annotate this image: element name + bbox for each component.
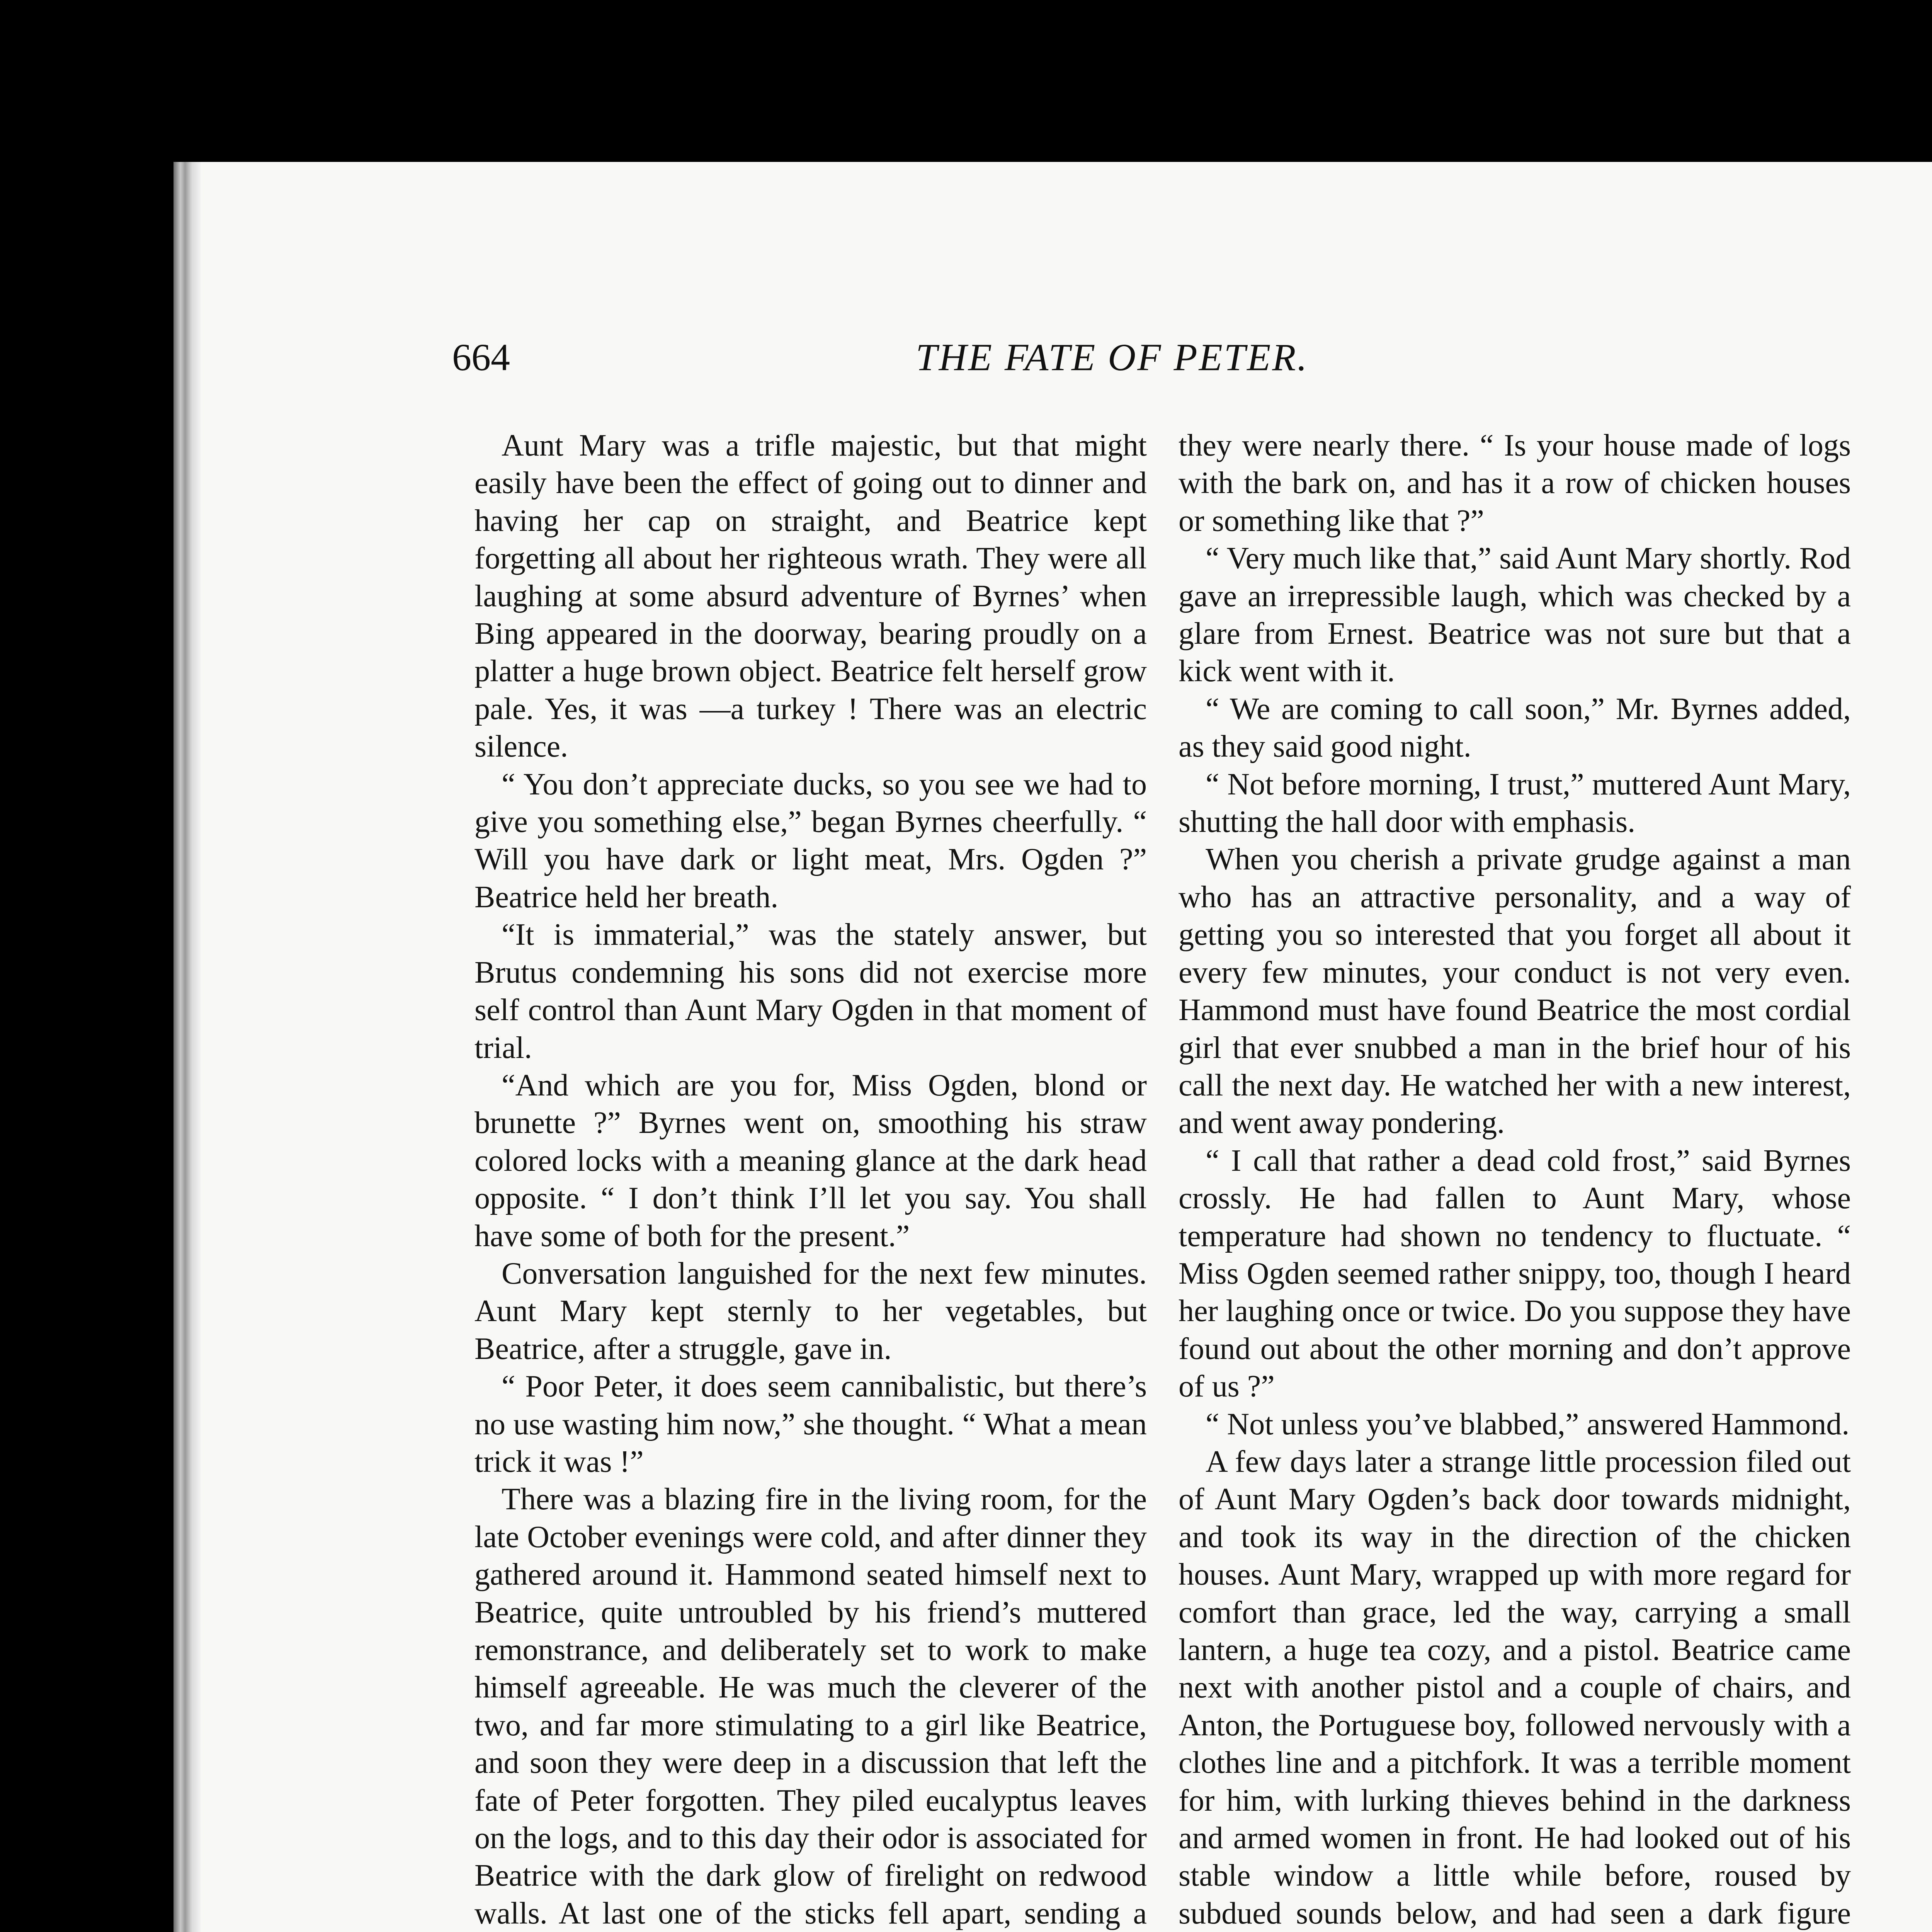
paragraph: “ Not unless you’ve blabbed,” answered Hammond.: [1206, 1407, 1850, 1441]
running-title: THE FATE OF PETER.: [916, 336, 1309, 379]
paragraph: A few days later a strange little procession filed out of Aunt Mary Ogden’s back door towards midnight, and took its way in the direction of the chicken houses. Aunt Mary, wrapped up with more regard for comfort than grace, led the way, carrying a small lantern, a huge tea cozy, and a pistol. Beatrice came next with another pistol and a couple of chairs, and Anton, the Portuguese boy, followed nervously with a clothes line and a pitchfork. It was a terrible moment for him, with lurking thieves behind in the darkness and armed women in front. He had looked out of his stable window a little while before, roused by subdued sounds below, and had seen a dark figure: [1179, 1444, 1851, 1930]
right-column: [1179, 427, 1851, 1932]
paragraph: “ Not before morning, I trust,” muttered Aunt Mary, shutting the hall door with emphasis.: [1179, 767, 1851, 839]
running-head: [452, 330, 1855, 384]
paragraph: Aunt Mary was a trifle majestic, but that might easily have been the effect of going out to dinner and having her cap on straight, and Beatrice kept forgetting all about her righteous wrath. They were all laughing at some absurd adventure of Byrnes’ when Bing appeared in the doorway, bearing proudly on a platter a huge brown object. Beatrice felt herself grow pale. Yes, it was —a turkey ! There was an electric silence.: [474, 429, 1147, 764]
page-binding-shadow: [173, 162, 201, 1932]
page-number: 664: [452, 336, 510, 379]
paragraph: “ I call that rather a dead cold frost,” said Byrnes crossly. He had fallen to Aunt Mary, whose temperature had shown no tendency to fluctuate. “ Miss Ogden seemed rather snippy, too, though I heard her laughing once or twice. Do you suppose they have found out about the other morning and don’t approve of us ?”: [1179, 1143, 1851, 1404]
paragraph: “ Very much like that,” said Aunt Mary shortly. Rod gave an irrepressible laugh, which was checked by a glare from Ernest. Beatrice was not sure but that a kick went with it.: [1179, 541, 1851, 689]
paragraph: “ Poor Peter, it does seem cannibalistic, but there’s no use wasting him now,” she thought. “ What a mean trick it was !”: [474, 1369, 1147, 1479]
left-column: [474, 427, 1147, 1932]
paragraph: “And which are you for, Miss Ogden, blond or brunette ?” Byrnes went on, smoothing his straw colored locks with a meaning glance at the dark head opposite. “ I don’t think I’ll let you say. You shall have some of both for the present.”: [474, 1068, 1147, 1253]
paragraph: “ You don’t appreciate ducks, so you see we had to give you something else,” began Byrnes cheerfully. “ Will you have dark or light meat, Mrs. Ogden ?” Beatrice held her breath.: [474, 767, 1147, 914]
paragraph: There was a blazing fire in the living room, for the late October evenings were cold, and after dinner they gathered around it. Hammond seated himself next to Beatrice, quite untroubled by his friend’s muttered remonstrance, and deliberately set to work to make himself agreeable. He was much the cleverer of the two, and far more stimulating to a girl like Beatrice, and soon they were deep in a discussion that left the fate of Peter forgotten. They piled eucalyptus leaves on the logs, and to this day their odor is associated for Beatrice with the dark glow of firelight on redwood walls. At last one of the sticks fell apart, sending a: [474, 1482, 1147, 1930]
paragraph-continued: they were nearly there. “ Is your house made of logs with the bark on, and has it a row of chicken houses or something like that ?”: [1179, 429, 1851, 538]
paragraph: Conversation languished for the next few minutes. Aunt Mary kept sternly to her vegetables, but Beatrice, after a struggle, gave in.: [474, 1256, 1147, 1366]
paragraph: “It is immaterial,” was the stately answer, but Brutus condemning his sons did not exercise more self control than Aunt Mary Ogden in that moment of trial.: [474, 918, 1147, 1065]
paragraph: When you cherish a private grudge against a man who has an attractive personality, and a way of getting you so interested that you forget all about it every few minutes, your conduct is not very even. Hammond must have found Beatrice the most cordial girl that ever snubbed a man in the brief hour of his call the next day. He watched her with a new interest, and went away pondering.: [1179, 842, 1851, 1140]
paragraph: “ We are coming to call soon,” Mr. Byrnes added, as they said good night.: [1179, 692, 1851, 764]
